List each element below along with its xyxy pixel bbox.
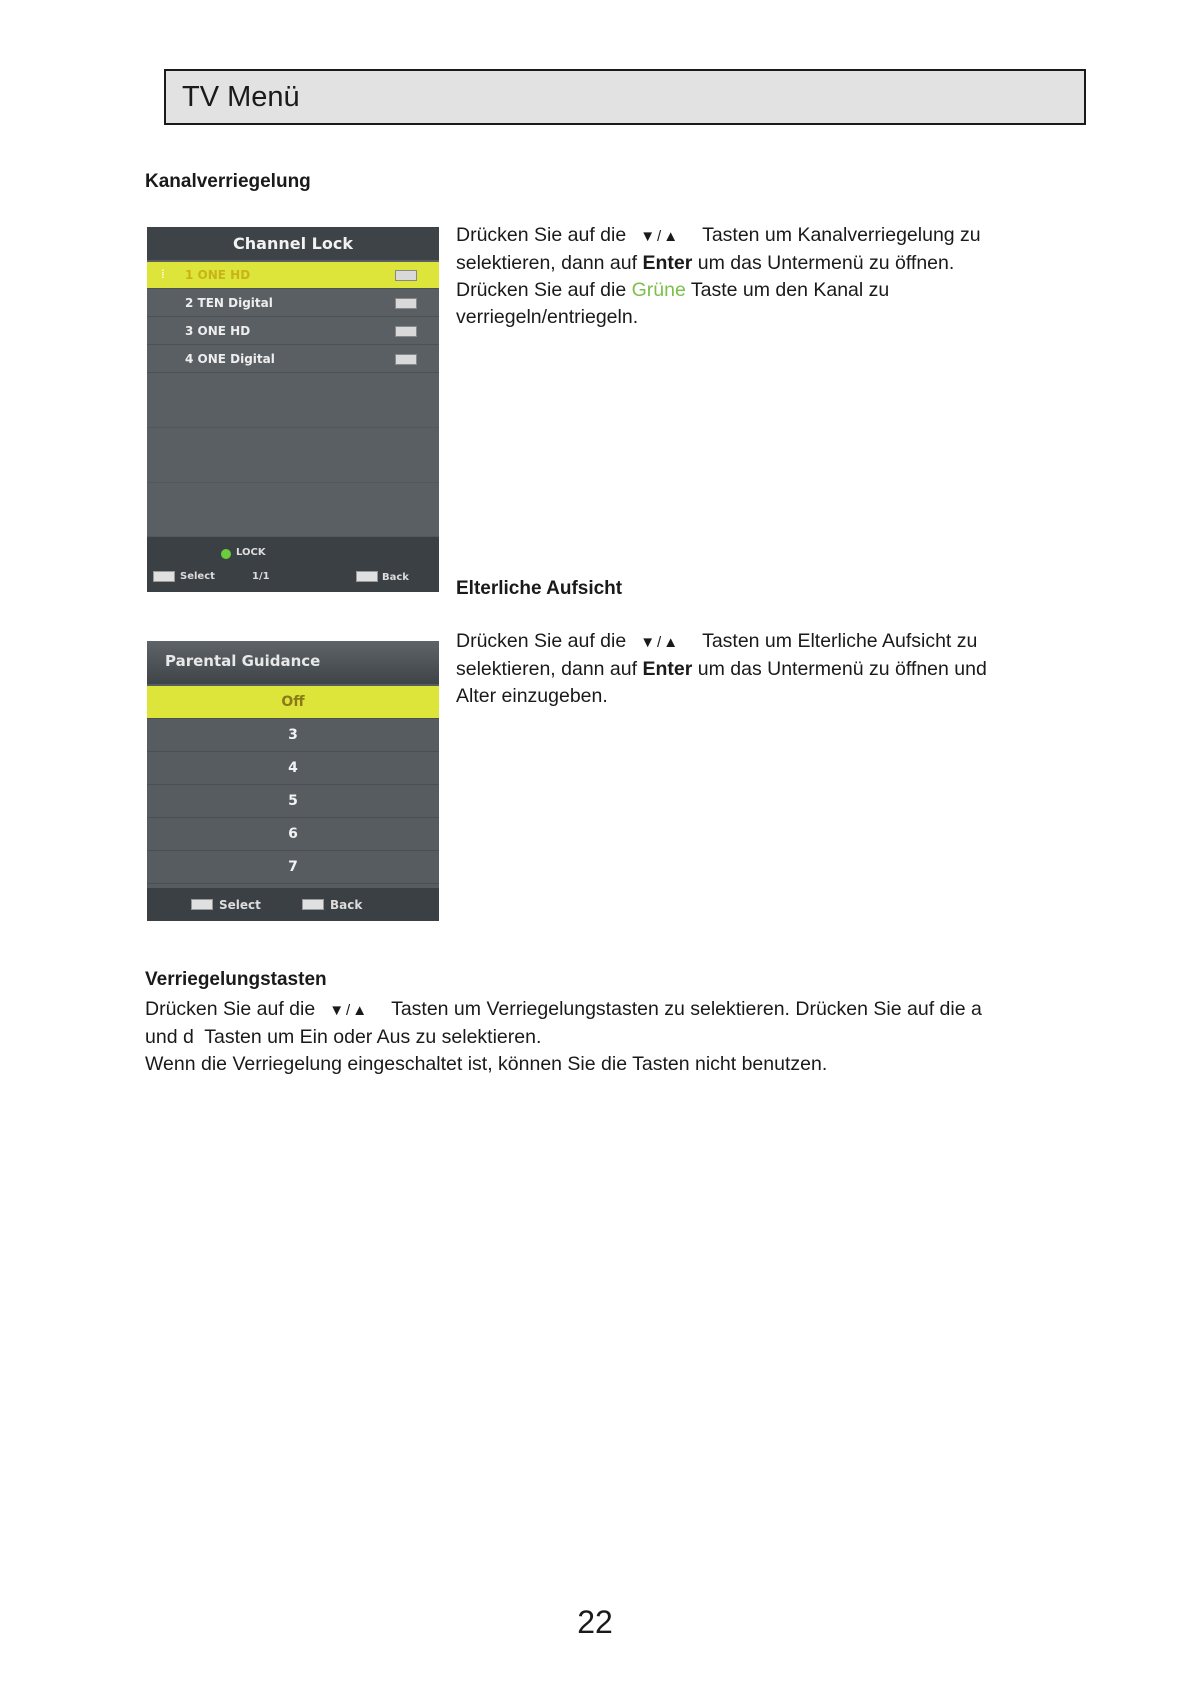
parental-guidance-osd — [147, 641, 439, 921]
channel-label: 3 ONE HD — [185, 324, 251, 338]
green-lock-key-icon — [221, 549, 231, 559]
back-key-icon — [356, 571, 378, 582]
parental-guidance-osd-title-bar — [147, 641, 439, 684]
select-label: Select — [219, 898, 261, 912]
age-option[interactable]: 7 — [147, 851, 439, 884]
lock-status-icon — [395, 270, 417, 281]
channel-label: 2 TEN Digital — [185, 296, 273, 310]
channel-row[interactable] — [147, 318, 439, 345]
page-header — [164, 69, 1086, 125]
back-label: Back — [330, 898, 363, 912]
channel-label: 1 ONE HD — [185, 268, 251, 282]
text-line: Drücken Sie auf die — [456, 630, 627, 652]
channel-row[interactable] — [147, 262, 439, 289]
key-lock-description — [145, 996, 1055, 1078]
page-number: 22 — [577, 1604, 613, 1640]
channel-lock-osd-title: Channel Lock — [147, 227, 439, 260]
back-label: Back — [382, 572, 409, 583]
section-title-parental: Elterliche Aufsicht — [456, 578, 623, 599]
empty-row — [147, 374, 439, 428]
age-option[interactable]: 4 — [147, 752, 439, 785]
age-option[interactable]: Off — [147, 686, 439, 719]
text-line: Tasten um Kanalverriegelung zu — [702, 224, 981, 246]
lock-status-icon — [395, 354, 417, 365]
text-line: Tasten um Verriegelungstasten zu selektieren. Drücken Sie auf die a — [391, 998, 982, 1020]
text-line: um das Untermenü zu öffnen und — [692, 658, 987, 680]
section-title-key-lock: Verriegelungstasten — [145, 969, 327, 990]
lock-status-icon — [395, 326, 417, 337]
parental-guidance-osd-footer — [147, 888, 439, 921]
text-line: Alter einzugeben. — [456, 685, 608, 707]
enter-key-text: Enter — [642, 658, 693, 680]
channel-lock-description — [456, 222, 1056, 331]
back-key-icon — [302, 899, 324, 910]
empty-row — [147, 429, 439, 483]
text-line: Tasten um Elterliche Aufsicht zu — [702, 630, 978, 652]
parental-guidance-osd-title: Parental Guidance — [165, 652, 321, 670]
text-line: selektieren, dann auf — [456, 658, 643, 680]
text-line: verriegeln/entriegeln. — [456, 306, 639, 328]
age-option[interactable]: 5 — [147, 785, 439, 818]
age-option[interactable]: 6 — [147, 818, 439, 851]
lock-label: LOCK — [236, 547, 266, 558]
text-line: Drücken Sie auf die — [456, 224, 627, 246]
channel-lock-osd-footer — [147, 537, 439, 592]
selection-marker-icon: ⁞ — [161, 267, 165, 281]
page-header-title: TV Menü — [182, 81, 300, 113]
down-up-arrow-icons: ▼/▲ — [640, 228, 681, 245]
parental-description — [456, 628, 1056, 710]
select-label: Select — [180, 571, 215, 582]
lock-status-icon — [395, 298, 417, 309]
empty-row — [147, 484, 439, 537]
text-line: Drücken Sie auf die — [456, 279, 632, 301]
select-key-icon — [153, 571, 175, 582]
down-up-arrow-icons: ▼/▲ — [640, 634, 681, 651]
section-title-channel-lock: Kanalverriegelung — [145, 171, 311, 192]
channel-row[interactable] — [147, 346, 439, 373]
text-line: und d Tasten um Ein oder Aus zu selektieren. — [145, 1026, 542, 1048]
page-indicator: 1/1 — [252, 571, 270, 582]
text-line: Taste um den Kanal zu — [685, 279, 890, 301]
age-option[interactable]: 3 — [147, 719, 439, 752]
enter-key-text: Enter — [642, 252, 693, 274]
text-line: Wenn die Verriegelung eingeschaltet ist, können Sie die Tasten nicht benutzen. — [145, 1053, 828, 1075]
channel-lock-osd — [147, 227, 439, 592]
text-line: Drücken Sie auf die — [145, 998, 316, 1020]
text-line: selektieren, dann auf — [456, 252, 643, 274]
down-up-arrow-icons: ▼/▲ — [329, 1002, 370, 1019]
green-key-text: Grüne — [631, 279, 686, 301]
channel-label: 4 ONE Digital — [185, 352, 275, 366]
channel-row[interactable] — [147, 290, 439, 317]
text-line: um das Untermenü zu öffnen. — [692, 252, 955, 274]
select-key-icon — [191, 899, 213, 910]
